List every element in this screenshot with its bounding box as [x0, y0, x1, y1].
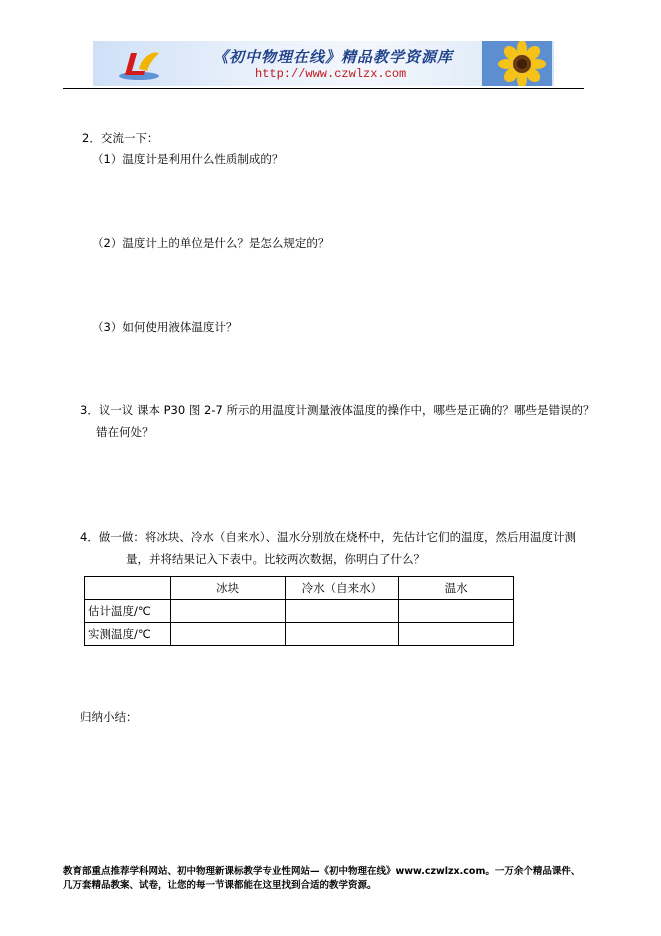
table-row — [85, 600, 514, 623]
table-header-cell: 冰块 — [170, 577, 285, 600]
table-cell — [285, 623, 399, 646]
table-cell — [170, 623, 285, 646]
question-2-3: （3）如何使用液体温度计？ — [92, 320, 238, 334]
section-2-heading: 2．交流一下： — [82, 131, 159, 145]
footer-line-2: 几万套精品教案、试卷，让您的每一节课都能在这里找到合适的教学资源。 — [63, 880, 377, 891]
table-header-row — [85, 577, 514, 600]
table-header-cell — [85, 577, 171, 600]
header-divider — [63, 88, 584, 89]
sunflower-icon — [482, 41, 552, 86]
section-3-line-1: 3．议一议 课本 P30 图 2-7 所示的用温度计测量液体温度的操作中，哪些是正确的？哪些是错误的？ — [80, 403, 595, 417]
table-cell — [399, 600, 514, 623]
summary-label: 归纳小结： — [80, 710, 138, 724]
header-banner — [93, 41, 554, 86]
table-cell — [170, 600, 285, 623]
table-cell — [399, 623, 514, 646]
temperature-table — [84, 576, 514, 646]
footer-line-1: 教育部重点推荐学科网站、初中物理新课标教学专业性网站—《初中物理在线》www.czwlzx.com。一万余个精品课件、 — [63, 866, 581, 877]
table-header-cell: 冷水（自来水） — [285, 577, 399, 600]
table-row-label: 估计温度/℃ — [85, 600, 171, 623]
question-2-1: （1）温度计是利用什么性质制成的？ — [92, 152, 284, 166]
section-3-line-2: 错在何处？ — [96, 425, 154, 439]
table-row-label: 实测温度/℃ — [85, 623, 171, 646]
site-logo-icon — [117, 47, 163, 81]
table-header-cell: 温水 — [399, 577, 514, 600]
table-cell — [285, 600, 399, 623]
table-row — [85, 623, 514, 646]
banner-url: http://www.czwlzx.com — [255, 67, 407, 81]
question-2-2: （2）温度计上的单位是什么？是怎么规定的？ — [92, 236, 330, 250]
section-4-line-1: 4．做一做：将冰块、冷水（自来水）、温水分别放在烧杯中，先估计它们的温度，然后用温度计测 — [80, 530, 577, 544]
section-4-line-2: 量，并将结果记入下表中。比较两次数据，你明白了什么？ — [126, 552, 425, 566]
banner-title: 《初中物理在线》精品教学资源库 — [213, 48, 454, 66]
